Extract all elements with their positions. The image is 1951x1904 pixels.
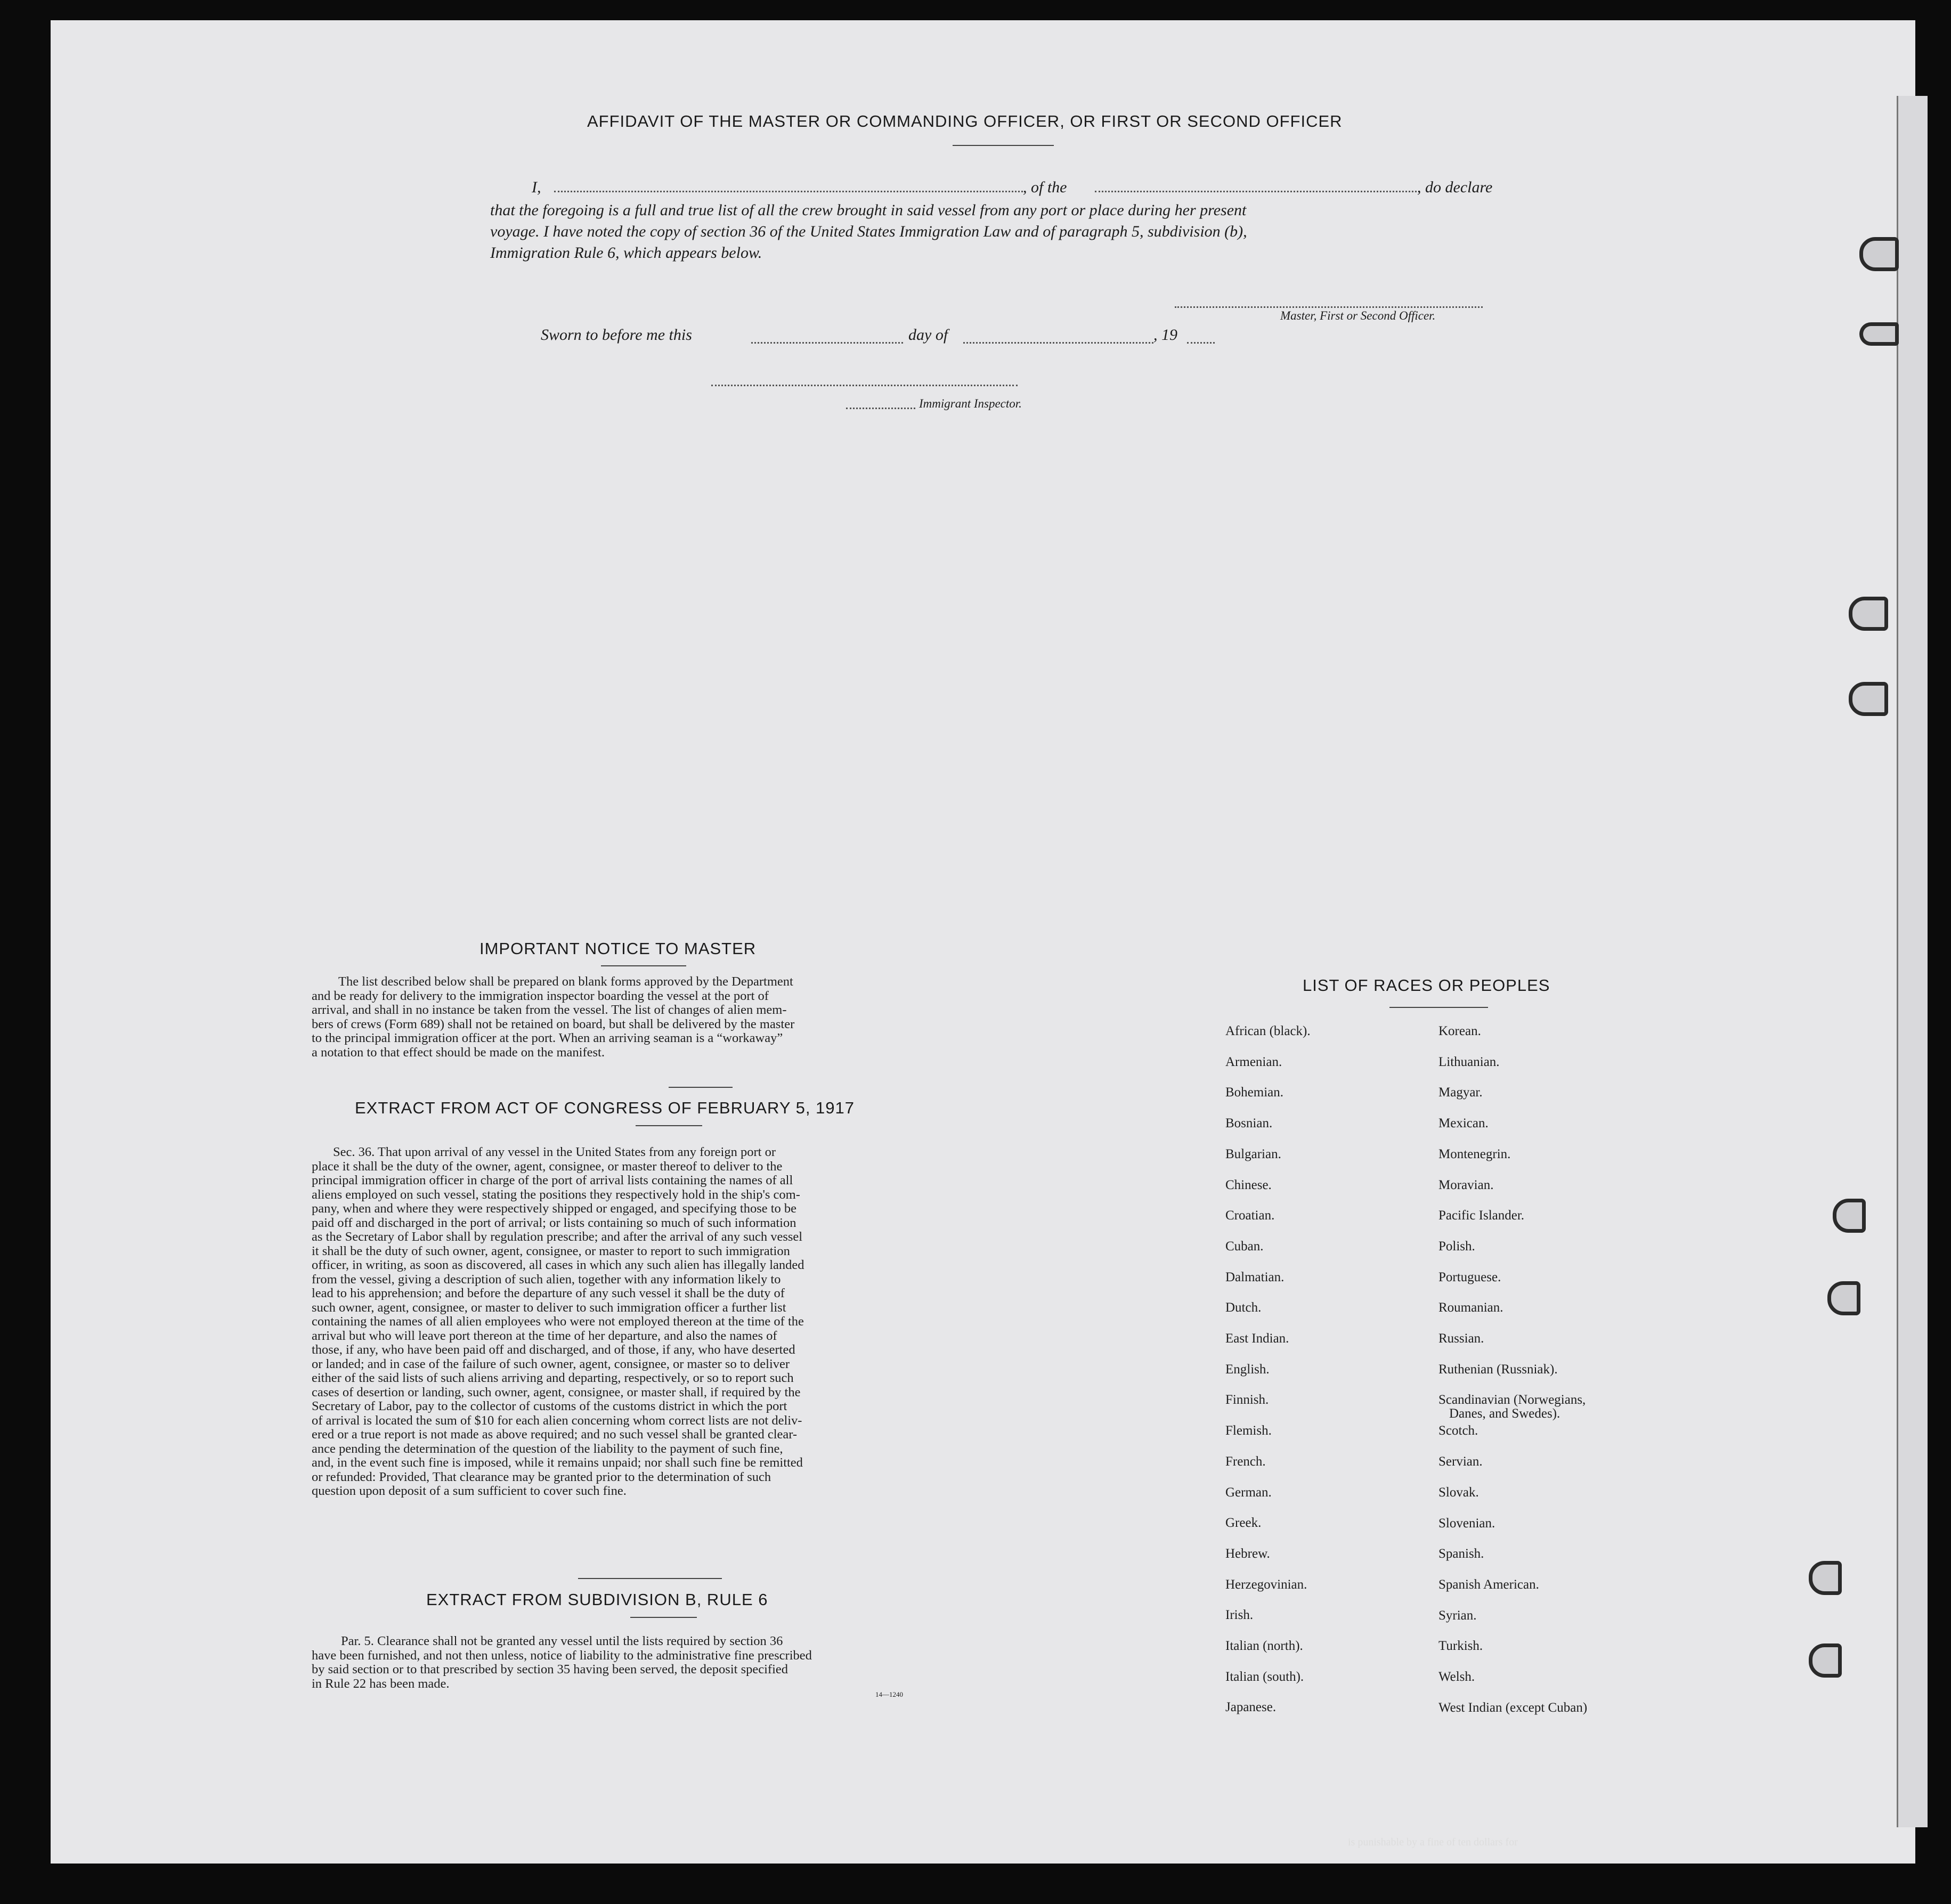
race-item: Armenian. <box>1225 1054 1282 1069</box>
text-line: paid off and discharged in the port of arrival; or lists containing so much of such information <box>312 1215 796 1230</box>
text-line: arrival, and shall in no instance be taken from the vessel. The list of changes of alien mem- <box>312 1003 787 1017</box>
notice-body <box>312 975 940 1060</box>
text-line: a notation to that effect should be made on the manifest. <box>312 1045 605 1060</box>
text-line: or refunded: Provided, That clearance may be granted prior to the determination of such <box>312 1469 771 1484</box>
race-item: Bulgarian. <box>1225 1146 1281 1161</box>
text-line: officer, in writing, as soon as discovered, all cases in which any such alien has illegally landed <box>312 1258 804 1272</box>
divider <box>669 1087 733 1088</box>
bottom-fragment: is punishable by a fine of ten dollars for <box>1348 1836 1518 1848</box>
race-item: Syrian. <box>1438 1608 1477 1623</box>
race-item: French. <box>1225 1454 1266 1469</box>
race-item: Pacific Islander. <box>1438 1208 1525 1223</box>
race-item: Roumanian. <box>1438 1300 1503 1315</box>
text-line: it shall be the duty of such owner, agent, consignee, or master to report to such immigration <box>312 1243 790 1258</box>
binder-clip <box>1809 1561 1842 1595</box>
binder-clip <box>1809 1643 1842 1678</box>
race-item: Greek. <box>1225 1516 1262 1531</box>
divider <box>578 1578 722 1579</box>
race-item: Slovenian. <box>1438 1516 1495 1531</box>
text-line: containing the names of all alien employees who were not employed thereon at the time of the <box>312 1314 804 1329</box>
race-item: Scotch. <box>1438 1423 1478 1438</box>
text-line: The list described below shall be prepared on blank forms approved by the Department <box>338 974 793 989</box>
race-item: Danes, and Swedes). <box>1449 1406 1560 1421</box>
race-item: Welsh. <box>1438 1670 1475 1684</box>
race-item: Korean. <box>1438 1024 1481 1038</box>
text-line: or landed; and in case of the failure of such owner, agent, consignee, or master so to deliver <box>312 1356 790 1371</box>
affidavit-line: voyage. I have noted the copy of section 36 of the United States Immigration Law and of paragraph 5, subdivision (b), <box>490 223 1247 240</box>
race-item: Polish. <box>1438 1239 1475 1254</box>
race-item: Cuban. <box>1225 1239 1264 1254</box>
text-line: arrival but who will leave port thereon at the time of her departure, and also the names of <box>312 1328 777 1343</box>
text-line: ered or a true report is not made as above required; and no such vessel shall be granted clear- <box>312 1427 798 1442</box>
race-item: Spanish American. <box>1438 1577 1539 1592</box>
race-item: Portuguese. <box>1438 1270 1501 1284</box>
text-line: those, if any, who have been paid off and discharged, and of those, if any, who have deserted <box>312 1342 795 1357</box>
day-of-label: day of <box>908 326 948 344</box>
race-item: Croatian. <box>1225 1208 1275 1223</box>
text-line: Sec. 36. That upon arrival of any vessel in the United States from any foreign port or <box>333 1145 776 1159</box>
text-line: Secretary of Labor, pay to the collector of customs of the customs district in which the port <box>312 1399 787 1413</box>
sworn-day-field[interactable] <box>751 342 903 344</box>
race-item: Montenegrin. <box>1438 1146 1511 1161</box>
race-item: Irish. <box>1225 1608 1254 1623</box>
text-line: from the vessel, giving a description of such alien, together with any information likely to <box>312 1272 781 1287</box>
master-signature-label: Master, First or Second Officer. <box>1280 309 1436 322</box>
race-item: East Indian. <box>1225 1331 1289 1346</box>
binder-clip <box>1827 1281 1860 1315</box>
text-line: lead to his apprehension; and before the departure of any such vessel it shall be the duty of <box>312 1286 785 1300</box>
race-item: Ruthenian (Russniak). <box>1438 1362 1558 1377</box>
document-page <box>51 20 1915 1864</box>
extract-rule-heading: EXTRACT FROM SUBDIVISION B, RULE 6 <box>426 1590 768 1609</box>
text-line: as the Secretary of Labor shall by regulation prescribe; and after the arrival of any such vessel <box>312 1230 803 1244</box>
underlying-sheet-edge <box>1897 96 1928 1827</box>
binder-clip <box>1859 322 1899 346</box>
master-signature-field[interactable] <box>1175 306 1483 308</box>
race-item: Slovak. <box>1438 1485 1479 1500</box>
text-line: pany, when and where they were respectively shipped or engaged, and specifying those to be <box>312 1201 797 1216</box>
divider <box>630 1617 697 1618</box>
year-label: , 19 <box>1153 326 1177 344</box>
extract-act-heading: EXTRACT FROM ACT OF CONGRESS OF FEBRUARY 5, 1917 <box>355 1099 855 1117</box>
extract-act-body <box>312 1145 938 1499</box>
form-number: 14—1240 <box>875 1690 903 1698</box>
text-line: in Rule 22 has been made. <box>312 1676 450 1691</box>
affidavit-line: that the foregoing is a full and true list of all the crew brought in said vessel from any port or place during her present <box>490 201 1247 219</box>
divider <box>636 1125 702 1126</box>
race-item: Mexican. <box>1438 1116 1489 1131</box>
inspector-signature-field[interactable] <box>711 385 1018 386</box>
race-item: English. <box>1225 1362 1270 1377</box>
text-line: principal immigration officer in charge of the port of arrival lists containing the names of all <box>312 1173 793 1187</box>
affidavit-do-declare: , do declare <box>1417 178 1493 196</box>
race-item: Lithuanian. <box>1438 1054 1500 1069</box>
text-line: Par. 5. Clearance shall not be granted any vessel until the lists required by section 36 <box>341 1634 783 1648</box>
text-line: question upon deposit of a sum sufficient to cover such fine. <box>312 1484 627 1498</box>
text-line: by said section or to that prescribed by section 35 having been served, the deposit specified <box>312 1662 788 1677</box>
binder-clip <box>1833 1199 1866 1233</box>
race-item: Japanese. <box>1225 1700 1277 1715</box>
affidavit-i-label: I, <box>532 178 541 196</box>
race-item: Servian. <box>1438 1454 1483 1469</box>
text-line: ance pending the determination of the question of the liability to the payment of such fine, <box>312 1441 783 1456</box>
binder-clip <box>1849 597 1888 631</box>
text-line: and, in the event such fine is imposed, while it remains unpaid; nor shall such fine be remitted <box>312 1455 803 1470</box>
affidavit-line: Immigration Rule 6, which appears below. <box>490 244 762 262</box>
race-item: Bosnian. <box>1225 1116 1273 1131</box>
notice-heading: IMPORTANT NOTICE TO MASTER <box>479 939 757 958</box>
text-line: either of the said lists of such aliens arriving and departing, respectively, or so to report such <box>312 1371 794 1385</box>
race-item: Moravian. <box>1438 1177 1494 1192</box>
text-line: have been furnished, and not then unless, notice of liability to the administrative fine prescribed <box>312 1648 812 1663</box>
inspector-label: Immigrant Inspector. <box>919 397 1022 410</box>
text-line: and be ready for delivery to the immigration inspector boarding the vessel at the port of <box>312 988 769 1003</box>
text-line: such owner, agent, consignee, or master to deliver to such immigration officer a further list <box>312 1300 786 1315</box>
race-item: African (black). <box>1225 1024 1311 1038</box>
text-line: cases of desertion or landing, such owner, agent, consignee, or master shall, if required by the <box>312 1385 801 1399</box>
divider <box>601 965 686 966</box>
text-line: bers of crews (Form 689) shall not be retained on board, but shall be delivered by the master <box>312 1016 795 1031</box>
affidavit-of-the: , of the <box>1023 178 1067 196</box>
races-heading: LIST OF RACES OR PEOPLES <box>1303 976 1550 995</box>
race-item: Spanish. <box>1438 1547 1484 1561</box>
text-line: of arrival is located the sum of $10 for each alien concerning whom correct lists are not deliv- <box>312 1413 802 1428</box>
sworn-month-field[interactable] <box>963 342 1153 344</box>
text-line: place it shall be the duty of the owner, agent, consignee, or master thereof to deliver to the <box>312 1159 783 1174</box>
vessel-name-field[interactable] <box>1095 191 1420 192</box>
race-item: West Indian (except Cuban) <box>1438 1700 1588 1715</box>
race-item: German. <box>1225 1485 1272 1500</box>
affidavit-heading: AFFIDAVIT OF THE MASTER OR COMMANDING OFFICER, OR FIRST OR SECOND OFFICER <box>587 112 1343 131</box>
race-item: Hebrew. <box>1225 1546 1270 1561</box>
divider <box>1389 1007 1488 1008</box>
sworn-year-field[interactable] <box>1187 342 1215 344</box>
race-item: Flemish. <box>1225 1423 1272 1438</box>
inspector-line <box>846 408 915 409</box>
race-item: Herzegovinian. <box>1225 1577 1307 1592</box>
race-item: Chinese. <box>1225 1177 1272 1192</box>
race-item: Finnish. <box>1225 1393 1269 1407</box>
race-item: Dutch. <box>1225 1300 1262 1315</box>
binder-clip <box>1859 237 1899 271</box>
sworn-label: Sworn to before me this <box>541 326 692 344</box>
binder-clip <box>1849 682 1888 716</box>
race-item: Dalmatian. <box>1225 1270 1285 1284</box>
text-line: to the principal immigration officer at the port. When an arriving seaman is a “workaway” <box>312 1031 783 1045</box>
race-item: Italian (south). <box>1225 1669 1304 1684</box>
race-item: Scandinavian (Norwegians, <box>1438 1393 1586 1407</box>
race-item: Magyar. <box>1438 1085 1483 1100</box>
race-item: Italian (north). <box>1225 1639 1303 1653</box>
divider <box>953 145 1054 146</box>
master-name-field[interactable] <box>554 191 1023 192</box>
race-item: Turkish. <box>1438 1639 1483 1654</box>
text-line: aliens employed on such vessel, stating the positions they respectively hold in the ship's com- <box>312 1187 800 1202</box>
race-item: Russian. <box>1438 1331 1484 1346</box>
extract-rule-body <box>312 1634 930 1691</box>
race-item: Bohemian. <box>1225 1085 1284 1100</box>
